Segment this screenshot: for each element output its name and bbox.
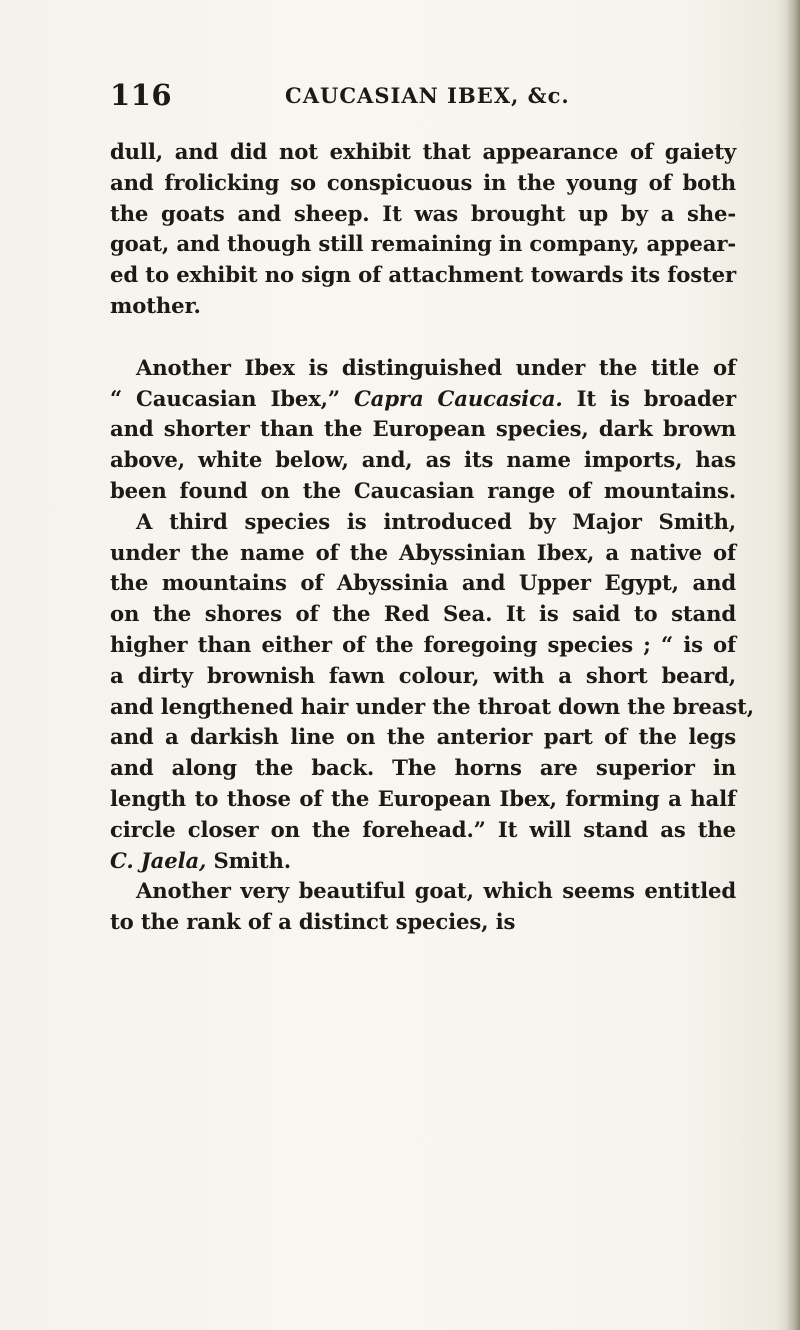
paragraph-2 xyxy=(110,353,736,507)
text-line: length to those of the European Ibex, forming a half xyxy=(110,785,736,811)
text-line: the mountains of Abyssinia and Upper Egypt, and xyxy=(110,570,736,596)
text-line: on the shores of the Red Sea. It is said to stand xyxy=(110,601,736,627)
text-line: goat, and though still remaining in company, appear- xyxy=(110,231,736,257)
text-segment: It is broader xyxy=(562,385,736,411)
page-edge-shadow xyxy=(786,0,800,1330)
paragraph-4 xyxy=(110,876,736,938)
paragraph-gap xyxy=(110,322,736,353)
text-segment: Smith. xyxy=(206,847,291,873)
text-line: under the name of the Abyssinian Ibex, a native of xyxy=(110,539,736,565)
paragraph-1 xyxy=(110,137,736,322)
text-line: ed to exhibit no sign of attachment towards its foster xyxy=(110,262,736,288)
text-line: dull, and did not exhibit that appearance of gaiety xyxy=(110,139,736,164)
text-line-with-italic xyxy=(110,384,736,415)
species-name-italic: Capra Caucasica. xyxy=(353,385,563,411)
running-head: CAUCASIAN IBEX, &c. xyxy=(285,83,570,108)
text-segment: “ Caucasian Ibex,” xyxy=(110,385,354,411)
text-line: been found on the Caucasian range of mountains. xyxy=(110,477,736,503)
text-line-with-italic xyxy=(110,846,736,877)
paragraph-3 xyxy=(110,507,754,877)
text-line: and frolicking so conspicuous in the young of both xyxy=(110,169,736,195)
text-line: and lengthened hair under the throat down the breast, xyxy=(110,693,754,719)
text-line: the goats and sheep. It was brought up by a she- xyxy=(110,200,736,226)
text-line: A third species is introduced by Major Smith, xyxy=(136,508,736,534)
page-header xyxy=(110,78,710,118)
text-line: Another Ibex is distinguished under the title of xyxy=(136,354,736,380)
text-line: above, white below, and, as its name imports, has xyxy=(110,447,736,473)
text-line: circle closer on the forehead.” It will stand as the xyxy=(110,816,736,842)
text-line: and shorter than the European species, dark brown xyxy=(110,416,736,442)
species-name-italic: C. Jaela, xyxy=(110,847,207,873)
text-line: and along the back. The horns are superior in xyxy=(110,755,736,781)
page-number: 116 xyxy=(110,78,173,112)
text-line: to the rank of a distinct species, is xyxy=(110,909,516,935)
text-line: Another very beautiful goat, which seems entitled xyxy=(136,878,736,904)
text-line: and a darkish line on the anterior part of the legs xyxy=(110,724,736,750)
text-line: higher than either of the foregoing species ; “ is of xyxy=(110,631,736,657)
text-line: mother. xyxy=(110,292,201,318)
body-text xyxy=(110,137,754,938)
text-line: a dirty brownish fawn colour, with a short beard, xyxy=(110,662,736,688)
